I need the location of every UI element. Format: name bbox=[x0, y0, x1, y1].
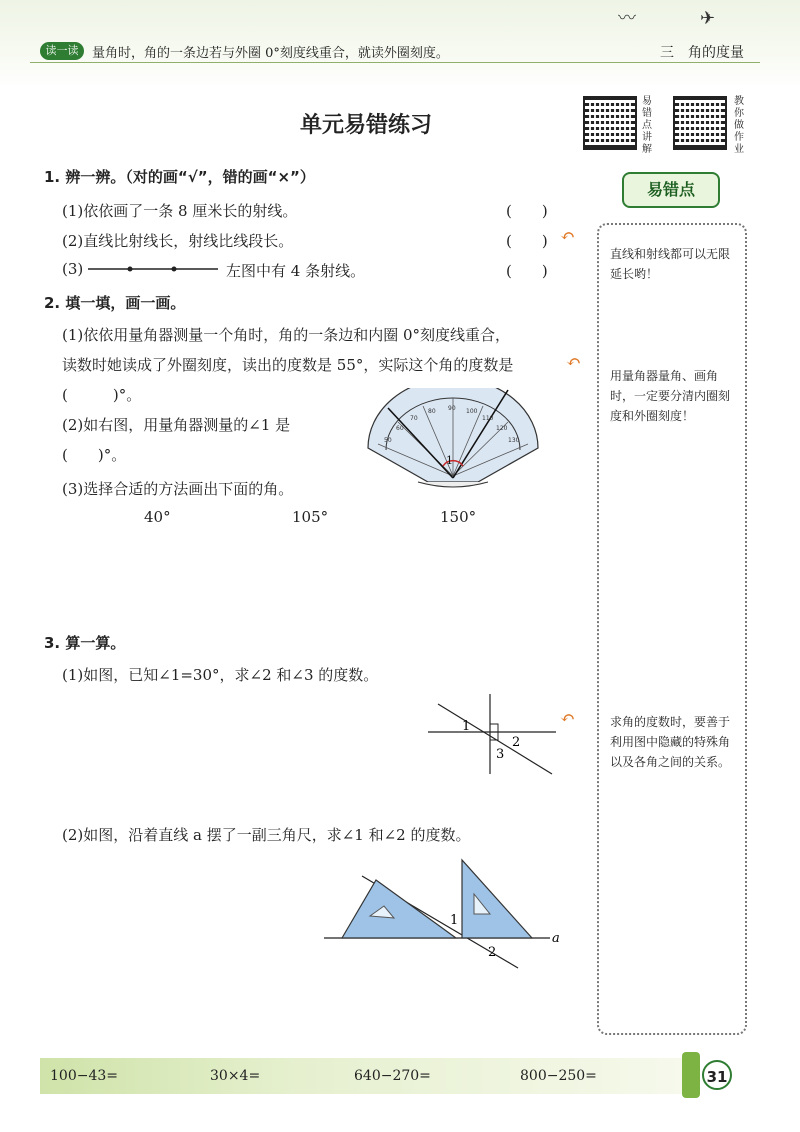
intersecting-lines-figure bbox=[424, 690, 560, 780]
q3-p2: (2)如图，沿着直线 a 摆了一副三角尺，求∠1 和∠2 的度数。 bbox=[62, 826, 471, 844]
line-a-label: a bbox=[552, 931, 560, 946]
page-title: 单元易错练习 bbox=[300, 113, 433, 138]
q2-p1a: (1)依依用量角器测量一个角时，角的一条边和内圈 0°刻度线重合， bbox=[62, 326, 511, 344]
qr-label-2: 教你做作业 bbox=[734, 96, 744, 155]
angle-40: 40° bbox=[144, 508, 171, 526]
note-arrow-icon: ↶ bbox=[566, 352, 582, 373]
q1-title: 1. 辨一辨。（对的画“√”，错的画“×”） bbox=[44, 168, 315, 186]
calc-3: 640−270= bbox=[354, 1068, 431, 1084]
sidebar-box bbox=[597, 223, 747, 1035]
angle-150: 150° bbox=[440, 508, 477, 526]
q2-p2a: (2)如右图，用量角器测量的∠1 是 bbox=[62, 416, 291, 434]
q1-item-3-text: 左图中有 4 条射线。 bbox=[226, 262, 366, 280]
protractor-angle-label: 1 bbox=[446, 454, 453, 467]
angle-label-2: 2 bbox=[512, 735, 521, 750]
svg-text:70: 70 bbox=[410, 415, 418, 422]
angle-105: 105° bbox=[292, 508, 329, 526]
angle-label-2b: 2 bbox=[488, 945, 497, 960]
error-prone-badge: 易错点 bbox=[622, 172, 720, 208]
angle-label-1: 1 bbox=[462, 719, 471, 734]
qr-label-1: 易错点讲解 bbox=[642, 96, 652, 155]
sidebar-note-1: 直线和射线都可以无限延长哟！ bbox=[610, 247, 731, 281]
tip-text: 量角时，角的一条边若与外圈 0°刻度线重合，就读外圈刻度。 bbox=[92, 46, 449, 61]
set-squares-figure bbox=[322, 856, 562, 972]
svg-text:100: 100 bbox=[466, 408, 478, 415]
page-tab bbox=[682, 1052, 700, 1098]
q2-title: 2. 填一填，画一画。 bbox=[44, 294, 186, 312]
svg-text:120: 120 bbox=[496, 425, 508, 432]
q1-item-2: (2)直线比射线长，射线比线段长。 bbox=[62, 232, 294, 250]
page-number: 31 bbox=[702, 1060, 732, 1090]
q1-answer-1[interactable]: ( ) bbox=[506, 202, 548, 220]
calc-4: 800−250= bbox=[520, 1068, 597, 1084]
calc-1: 100−43= bbox=[50, 1068, 118, 1084]
angle-label-1b: 1 bbox=[450, 913, 459, 928]
angle-label-3: 3 bbox=[496, 747, 505, 762]
chapter-title: 三 角的度量 bbox=[660, 45, 744, 61]
q3-title: 3. 算一算。 bbox=[44, 634, 126, 652]
qr-code-1[interactable] bbox=[583, 96, 637, 150]
q1-item-1: (1)依依画了一条 8 厘米长的射线。 bbox=[62, 202, 298, 220]
svg-text:60: 60 bbox=[396, 425, 404, 432]
swallow-icon: ✈ bbox=[700, 8, 716, 29]
tip-badge: 读一读 bbox=[40, 42, 84, 60]
calc-2: 30×4= bbox=[210, 1068, 261, 1084]
svg-text:110: 110 bbox=[482, 415, 494, 422]
q1-answer-2[interactable]: ( ) bbox=[506, 232, 548, 250]
svg-text:80: 80 bbox=[428, 408, 436, 415]
note-arrow-icon: ↶ bbox=[560, 708, 576, 729]
svg-text:130: 130 bbox=[508, 437, 520, 444]
protractor-figure bbox=[358, 388, 548, 494]
q1-answer-3[interactable]: ( ) bbox=[506, 262, 548, 280]
q1-item-3: (3) bbox=[62, 260, 84, 278]
q2-p1-answer[interactable]: ( )°。 bbox=[62, 386, 142, 404]
svg-text:90: 90 bbox=[448, 405, 456, 412]
qr-code-2[interactable] bbox=[673, 96, 727, 150]
sidebar-note-2: 用量角器量角、画角时，一定要分清内圈刻度和外圈刻度！ bbox=[610, 369, 731, 423]
line-segment-figure bbox=[86, 262, 222, 276]
bird-icon: 〰 bbox=[618, 8, 636, 29]
q2-p3: (3)选择合适的方法画出下面的角。 bbox=[62, 480, 294, 498]
q3-p1: (1)如图，已知∠1=30°，求∠2 和∠3 的度数。 bbox=[62, 666, 379, 684]
q2-p2-answer[interactable]: ( )°。 bbox=[62, 446, 127, 464]
note-arrow-icon: ↶ bbox=[560, 226, 576, 247]
q2-p1b: 读数时她读成了外圈刻度，读出的度数是 55°，实际这个角的度数是 bbox=[62, 356, 514, 374]
sidebar-note-3: 求角的度数时，要善于利用图中隐藏的特殊角以及各角之间的关系。 bbox=[610, 715, 731, 769]
header-rule bbox=[30, 62, 760, 63]
svg-text:50: 50 bbox=[384, 437, 392, 444]
